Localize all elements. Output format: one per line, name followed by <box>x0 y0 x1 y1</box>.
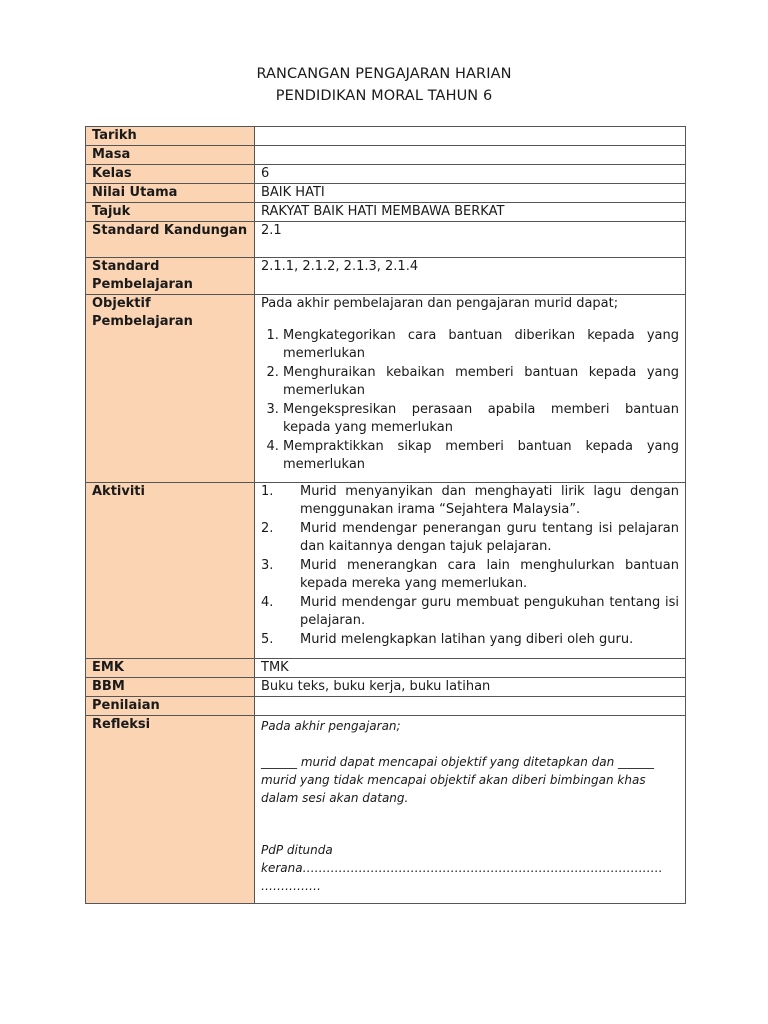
refleksi-line: ______ murid dapat mencapai objektif yang ditetapkan dan ______ murid yang tidak mencapai objektif akan diberi bimbingan khas dalam sesi akan datang. <box>261 755 655 805</box>
value-standard-kandungan[interactable]: 2.1 <box>255 222 686 258</box>
list-item: 1. Mengkategorikan cara bantuan diberikan kepada yang memerlukan <box>283 327 679 363</box>
value-penilaian[interactable] <box>255 697 686 716</box>
label-aktiviti: Aktiviti <box>86 483 255 659</box>
objektif-list <box>261 327 679 474</box>
list-text: Murid menyanyikan dan menghayati lirik lagu dengan menggunakan irama “Sejahtera Malaysia”. <box>300 484 679 517</box>
value-tarikh[interactable] <box>255 127 686 146</box>
table-row <box>86 258 686 295</box>
list-text: Murid menerangkan cara lain menghulurkan bantuan kepada mereka yang memerlukan. <box>300 558 679 591</box>
value-tajuk[interactable]: RAKYAT BAIK HATI MEMBAWA BERKAT <box>255 203 686 222</box>
list-text: Murid melengkapkan latihan yang diberi oleh guru. <box>300 632 634 647</box>
value-aktiviti <box>255 483 686 659</box>
list-number: 5. <box>261 632 274 647</box>
list-item <box>261 520 679 556</box>
table-row <box>86 697 686 716</box>
label-masa: Masa <box>86 146 255 165</box>
value-refleksi <box>255 716 686 904</box>
list-item <box>261 557 679 593</box>
value-nilai-utama[interactable]: BAIK HATI <box>255 184 686 203</box>
objektif-intro: Pada akhir pembelajaran dan pengajaran murid dapat; <box>261 296 619 311</box>
value-standard-pembelajaran[interactable]: 2.1.1, 2.1.2, 2.1.3, 2.1.4 <box>255 258 686 295</box>
table-row <box>86 146 686 165</box>
list-item: 2. Menghuraikan kebaikan memberi bantuan kepada yang memerlukan <box>283 364 679 400</box>
table-row <box>86 222 686 258</box>
label-kelas: Kelas <box>86 165 255 184</box>
list-item <box>261 483 679 519</box>
label-refleksi: Refleksi <box>86 716 255 904</box>
list-text: Murid mendengar guru membuat pengukuhan tentang isi pelajaran. <box>300 595 679 628</box>
list-number: 3. <box>261 558 274 573</box>
label-nilai-utama: Nilai Utama <box>86 184 255 203</box>
table-row <box>86 295 686 483</box>
value-objektif <box>255 295 686 483</box>
label-objektif: Objektif Pembelajaran <box>86 295 255 483</box>
table-row <box>86 184 686 203</box>
list-item <box>261 594 679 630</box>
table-row <box>86 716 686 904</box>
list-number: 1. <box>261 484 274 499</box>
table-row <box>86 165 686 184</box>
label-emk: EMK <box>86 659 255 678</box>
label-tajuk: Tajuk <box>86 203 255 222</box>
value-emk[interactable]: TMK <box>255 659 686 678</box>
list-item <box>261 631 679 649</box>
value-bbm[interactable]: Buku teks, buku kerja, buku latihan <box>255 678 686 697</box>
label-standard-pembelajaran: Standard Pembelajaran <box>86 258 255 295</box>
label-penilaian: Penilaian <box>86 697 255 716</box>
table-row <box>86 483 686 659</box>
refleksi-line: …………… <box>261 879 321 893</box>
table-row <box>86 127 686 146</box>
list-number: 4. <box>261 595 274 610</box>
document-subtitle: PENDIDIKAN MORAL TAHUN 6 <box>275 88 493 104</box>
aktiviti-list <box>261 483 679 649</box>
table-row <box>86 203 686 222</box>
list-item: 4. Mempraktikkan sikap memberi bantuan kepada yang memerlukan <box>283 438 679 474</box>
label-standard-kandungan: Standard Kandungan <box>86 222 255 258</box>
list-number: 2. <box>261 521 274 536</box>
label-tarikh: Tarikh <box>86 127 255 146</box>
refleksi-line: kerana……………………………………………………………………………… <box>261 861 663 875</box>
table-row <box>86 659 686 678</box>
table-row <box>86 678 686 697</box>
refleksi-line: PdP ditunda <box>261 843 333 857</box>
label-bbm: BBM <box>86 678 255 697</box>
document-title: RANCANGAN PENGAJARAN HARIAN <box>256 66 512 82</box>
lesson-plan-table <box>85 126 686 904</box>
list-text: Murid mendengar penerangan guru tentang isi pelajaran dan kaitannya dengan tajuk pelajaran. <box>300 521 679 554</box>
value-masa[interactable] <box>255 146 686 165</box>
list-item: 3. Mengekspresikan perasaan apabila memberi bantuan kepada yang memerlukan <box>283 401 679 437</box>
refleksi-line: Pada akhir pengajaran; <box>261 719 401 733</box>
value-kelas[interactable]: 6 <box>255 165 686 184</box>
